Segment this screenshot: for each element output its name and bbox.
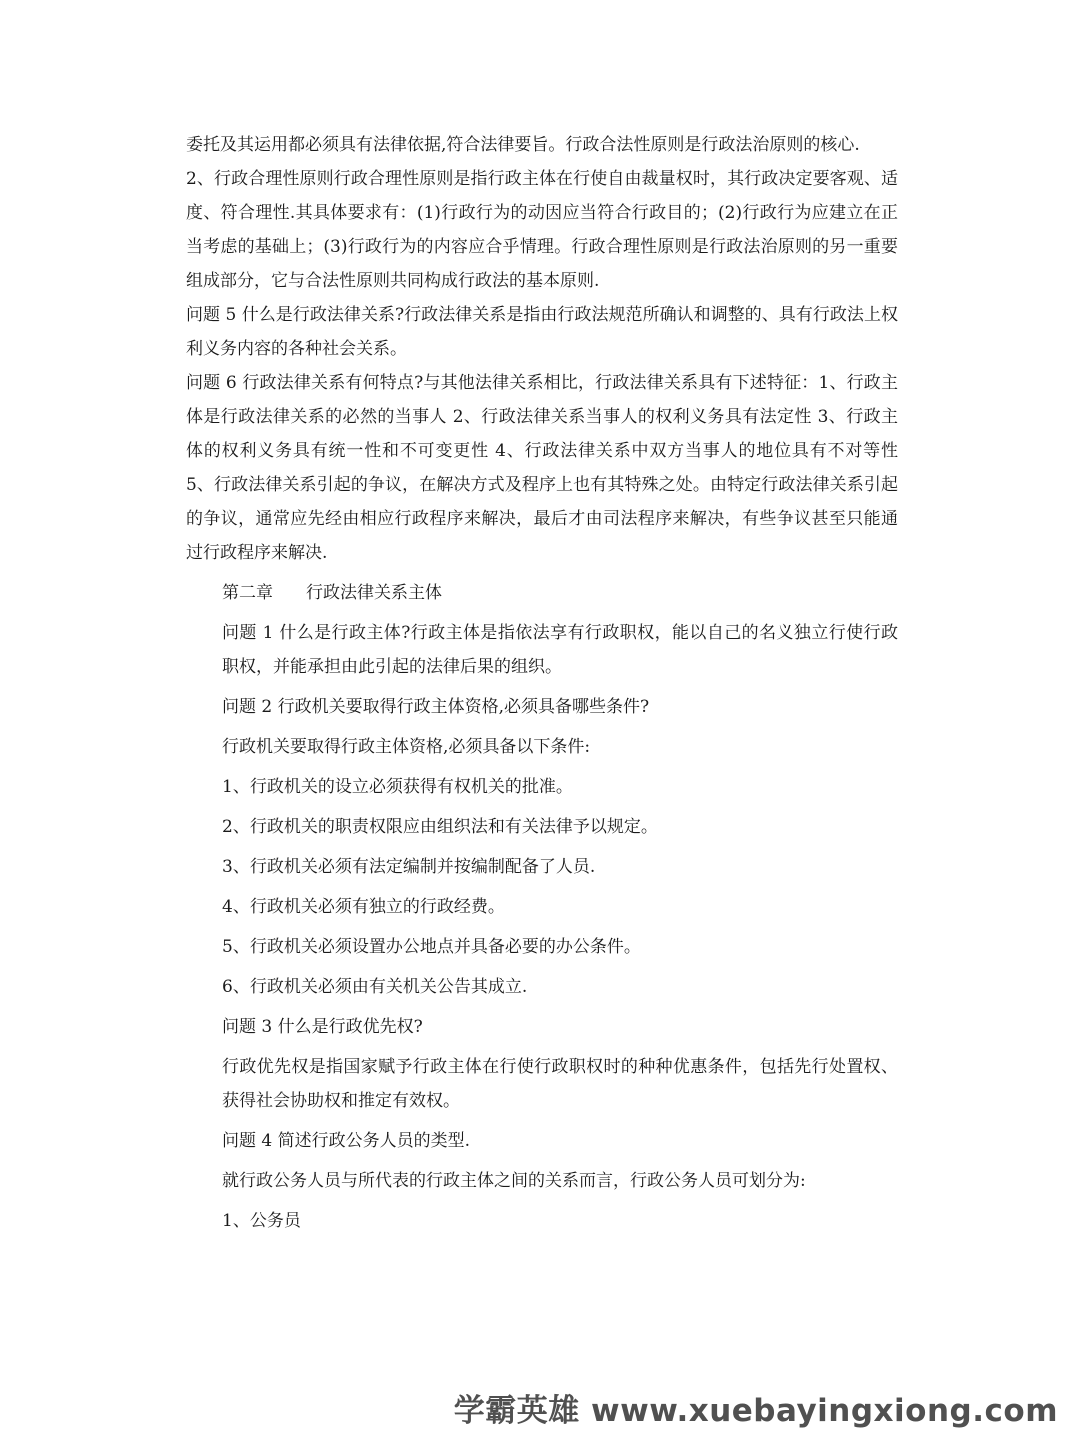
list-item-condition-5: 5、行政机关必须设置办公地点并具备必要的办公条件。 — [222, 937, 641, 957]
list-item-civil-servant: 1、公务员 — [222, 1211, 301, 1231]
paragraph-ch2-question-4: 问题 4 简述行政公务人员的类型. — [222, 1131, 471, 1151]
paragraph-ch2-question-3: 问题 3 什么是行政优先权? — [222, 1017, 423, 1037]
paragraph-conditions-intro: 行政机关要取得行政主体资格,必须具备以下条件: — [222, 737, 591, 757]
paragraph-ch2-question-2: 问题 2 行政机关要取得行政主体资格,必须具备哪些条件? — [222, 697, 650, 717]
list-item-condition-6: 6、行政机关必须由有关机关公告其成立. — [222, 977, 528, 997]
paragraph-legality-principle: 委托及其运用都必须具有法律依据,符合法律要旨。行政合法性原则是行政法治原则的核心. — [186, 135, 860, 155]
site-watermark: 学霸英雄 www.xuebayingxiong.com — [453, 1393, 1058, 1429]
chapter-number: 第二章 — [222, 583, 273, 603]
chapter-heading — [186, 576, 898, 610]
list-item-condition-3: 3、行政机关必须有法定编制并按编制配备了人员. — [222, 857, 596, 877]
chapter-title: 行政法律关系主体 — [306, 583, 442, 603]
list-item-condition-2: 2、行政机关的职责权限应由组织法和有关法律予以规定。 — [222, 817, 658, 837]
paragraph-ch2-question-1: 问题 1 什么是行政主体?行政主体是指依法享有行政职权，能以自己的名义独立行使行政职权，并能承担由此引起的法律后果的组织。 — [222, 623, 898, 677]
list-item-condition-1: 1、行政机关的设立必须获得有权机关的批准。 — [222, 777, 573, 797]
paragraph-administrative-priority: 行政优先权是指国家赋予行政主体在行使行政职权时的种种优惠条件，包括先行处置权、获得社会协助权和推定有效权。 — [222, 1057, 898, 1111]
paragraph-reasonableness-principle: 2、行政合理性原则行政合理性原则是指行政主体在行使自由裁量权时，其行政决定要客观、适度、符合理性.其具体要求有：(1)行政行为的动因应当符合行政目的；(2)行政行为应建立在正当考虑的基础上；(3)行政行为的内容应合乎情理。行政合理性原则是行政法治原则的另一重要组成部分，它与合法性原则共同构成行政法的基本原则. — [186, 169, 898, 291]
paragraph-question-6: 问题 6 行政法律关系有何特点?与其他法律关系相比，行政法律关系具有下述特征：1、行政主体是行政法律关系的必然的当事人 2、行政法律关系当事人的权利义务具有法定性 3、行政主体的权利义务具有统一性和不可变更性 4、行政法律关系中双方当事人的地位具有不对等性 5、行政法律关系引起的争议，在解决方式及程序上也有其特殊之处。由特定行政法律关系引起的争议，通常应先经由相应行政程序来解决，最后才由司法程序来解决，有些争议甚至只能通过行政程序来解决. — [186, 373, 898, 563]
paragraph-question-5: 问题 5 什么是行政法律关系?行政法律关系是指由行政法规范所确认和调整的、具有行政法上权利义务内容的各种社会关系。 — [186, 305, 898, 359]
list-item-condition-4: 4、行政机关必须有独立的行政经费。 — [222, 897, 505, 917]
paragraph-staff-types-intro: 就行政公务人员与所代表的行政主体之间的关系而言，行政公务人员可划分为: — [222, 1171, 806, 1191]
document-page — [186, 128, 898, 1238]
